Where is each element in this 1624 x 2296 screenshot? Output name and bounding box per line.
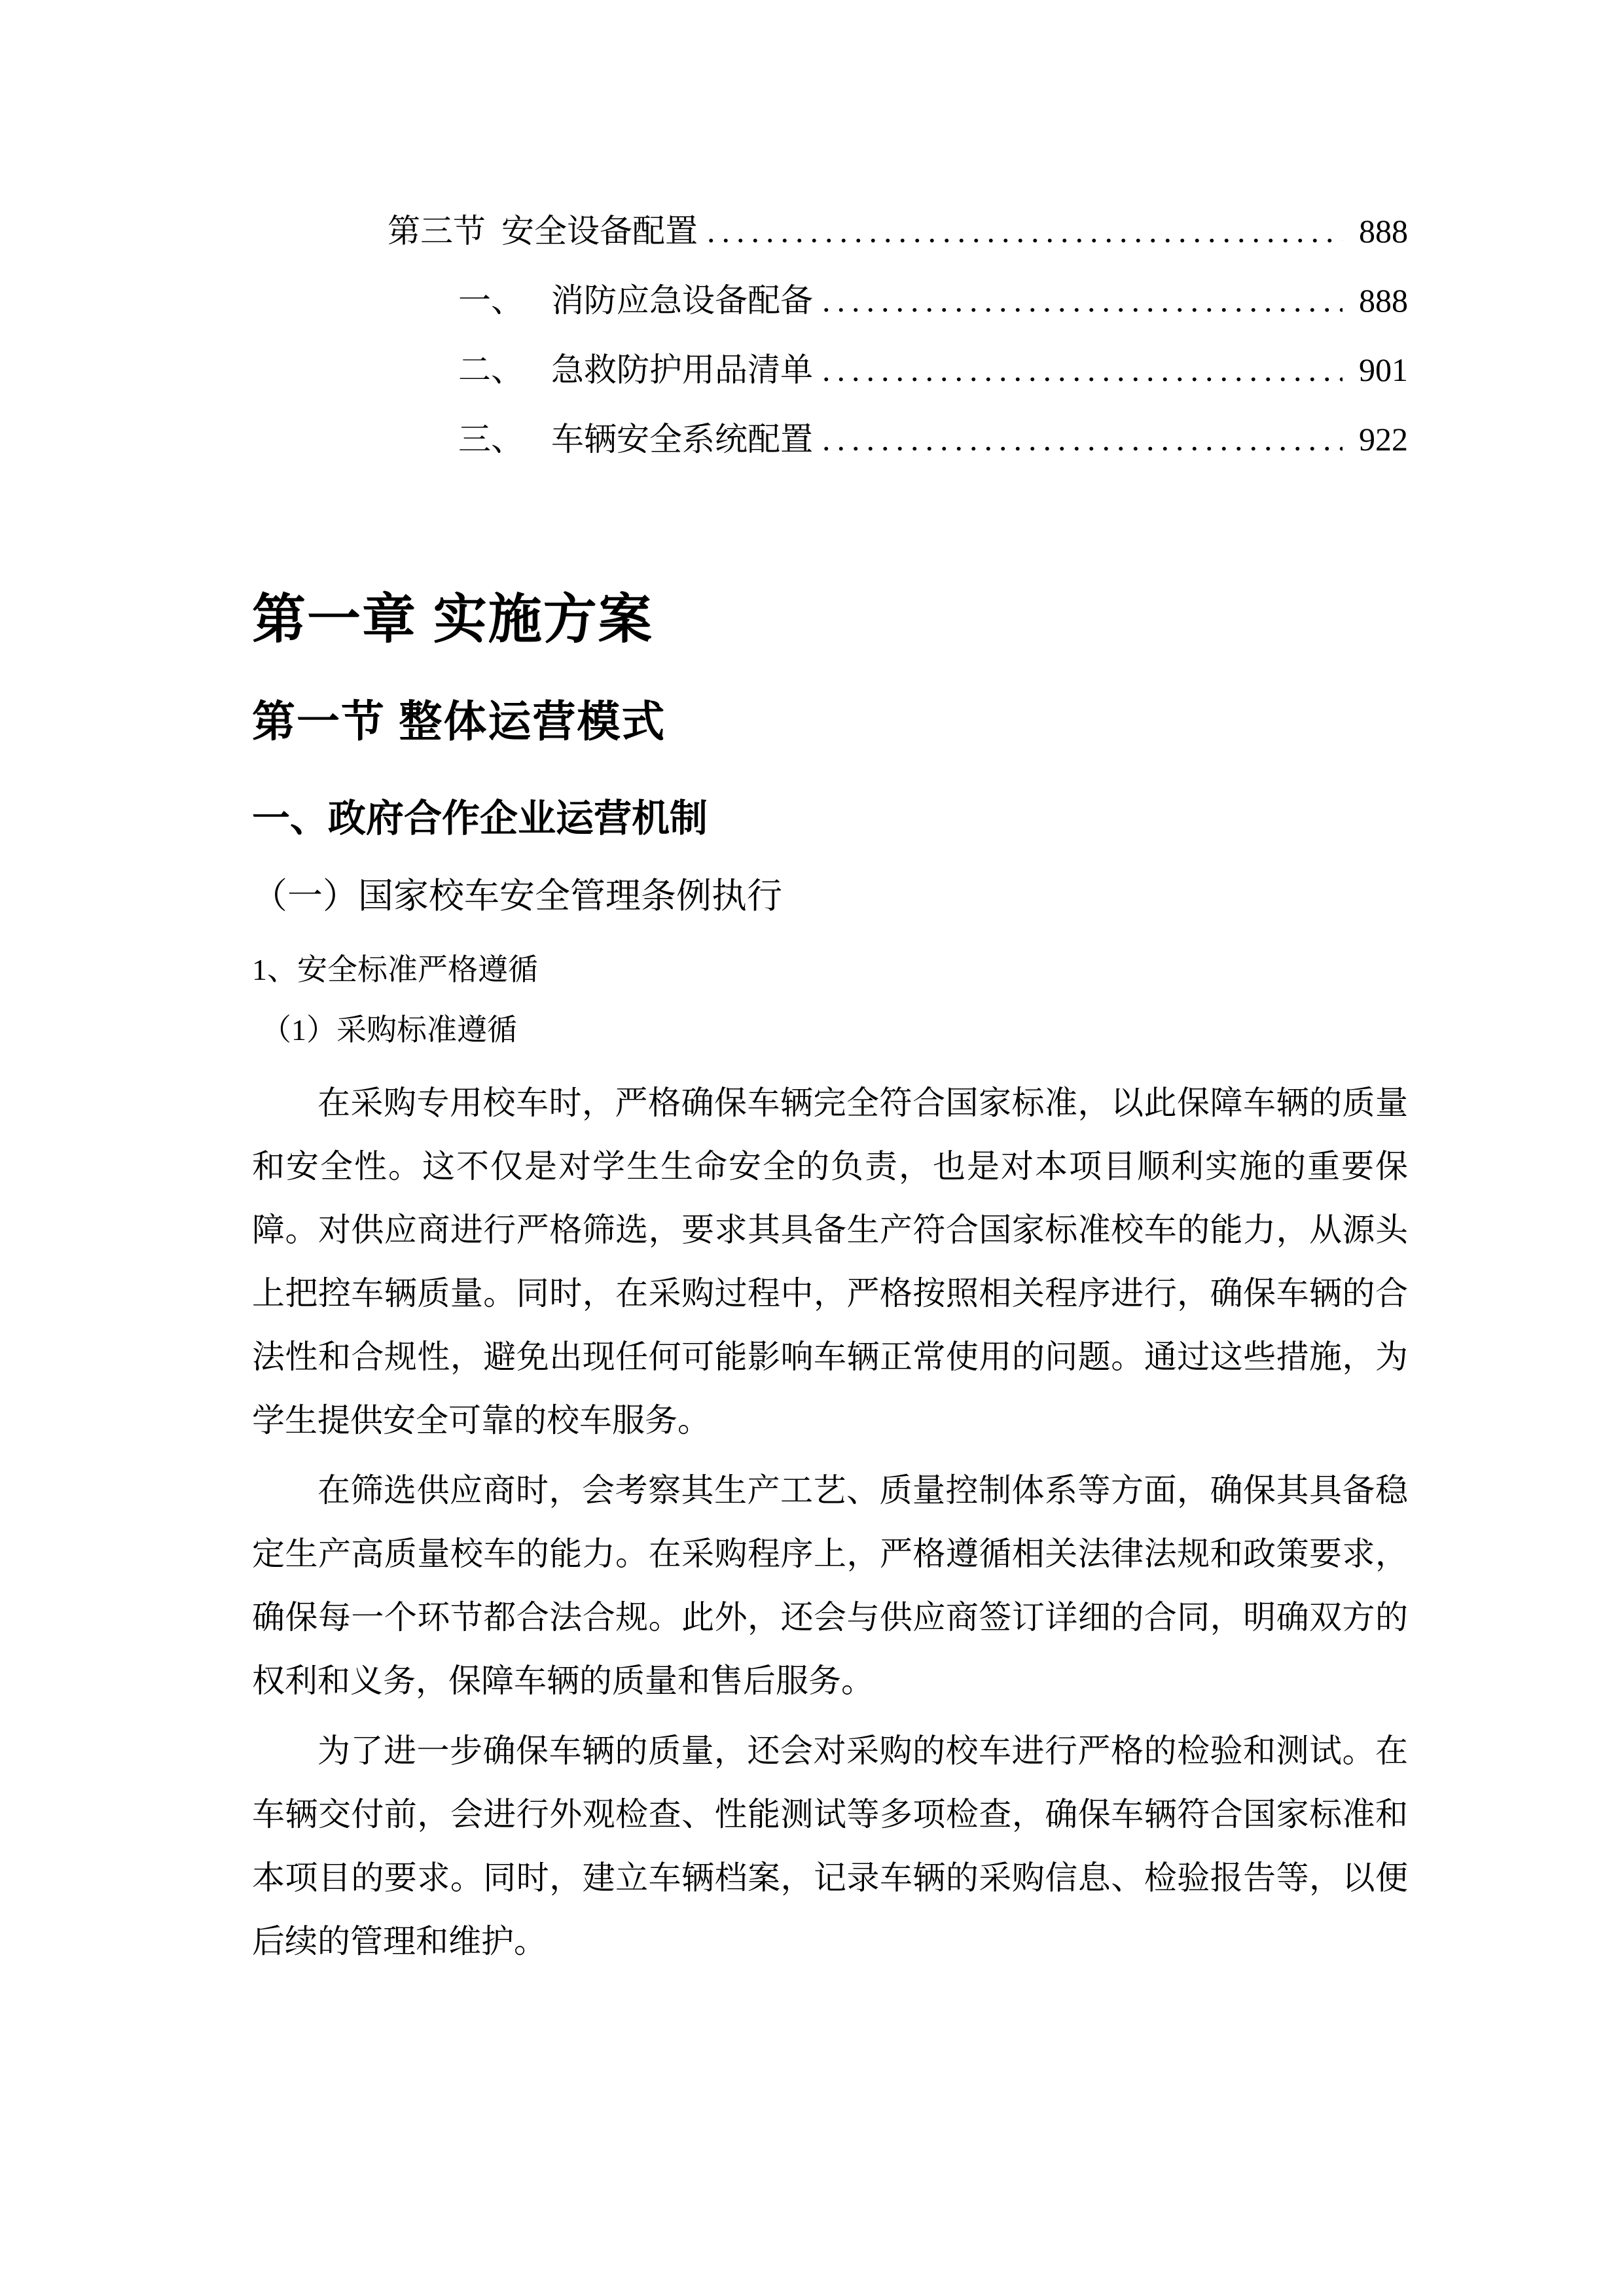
body-text [252,1071,1408,1973]
toc-page-number: 888 [1359,213,1408,249]
toc-entry [252,335,1408,404]
toc-page-number: 888 [1359,282,1408,319]
chapter-heading: 第一章 实施方案 [252,590,653,649]
toc-dot-leader [707,196,1343,266]
toc-entry-number: 二、 [458,351,524,388]
subheading-level4: （1）采购标准遵循 [261,1013,517,1047]
toc-dot-leader [822,404,1343,474]
toc-entry-number: 一、 [458,282,524,319]
toc-entry-number: 三、 [458,421,524,457]
toc-page-number: 901 [1359,351,1408,388]
section-heading: 第一节 整体运营模式 [252,696,666,745]
toc-entry-title: 安全设备配置 [501,213,698,249]
toc-entry-title: 急救防护用品清单 [551,351,813,388]
toc-entry [252,266,1408,335]
paragraph: 为了进一步确保车辆的质量，还会对采购的校车进行严格的检验和测试。在车辆交付前，会进行外观检查、性能测试等多项检查，确保车辆符合国家标准和本项目的要求。同时，建立车辆档案，记录车辆的采购信息、检验报告等，以便后续的管理和维护。 [252,1732,1408,1960]
toc-entry-title: 车辆安全系统配置 [551,421,813,457]
subheading-level1: 一、政府合作企业运营机制 [252,797,708,840]
paragraph: 在采购专用校车时，严格确保车辆完全符合国家标准，以此保障车辆的质量和安全性。这不仅是对学生生命安全的负责，也是对本项目顺利实施的重要保障。对供应商进行严格筛选，要求其具备生产符合国家标准校车的能力，从源头上把控车辆质量。同时，在采购过程中，严格按照相关程序进行，确保车辆的合法性和合规性，避免出现任何可能影响车辆正常使用的问题。通过这些措施，为学生提供安全可靠的校车服务。 [252,1084,1408,1439]
subheading-level3: 1、安全标准严格遵循 [252,952,538,986]
table-of-contents [252,196,1408,474]
toc-entry-title: 消防应急设备配备 [551,282,813,319]
toc-dot-leader [822,266,1343,335]
subheading-level2: （一）国家校车安全管理条例执行 [252,876,782,916]
toc-entry-number: 第三节 [388,213,486,249]
toc-entry [252,196,1408,266]
toc-entry [252,404,1408,474]
paragraph: 在筛选供应商时，会考察其生产工艺、质量控制体系等方面，确保其具备稳定生产高质量校车的能力。在采购程序上，严格遵循相关法律法规和政策要求，确保每一个环节都合法合规。此外，还会与供应商签订详细的合同，明确双方的权利和义务，保障车辆的质量和售后服务。 [252,1471,1408,1699]
toc-dot-leader [822,335,1343,404]
toc-page-number: 922 [1359,421,1408,457]
